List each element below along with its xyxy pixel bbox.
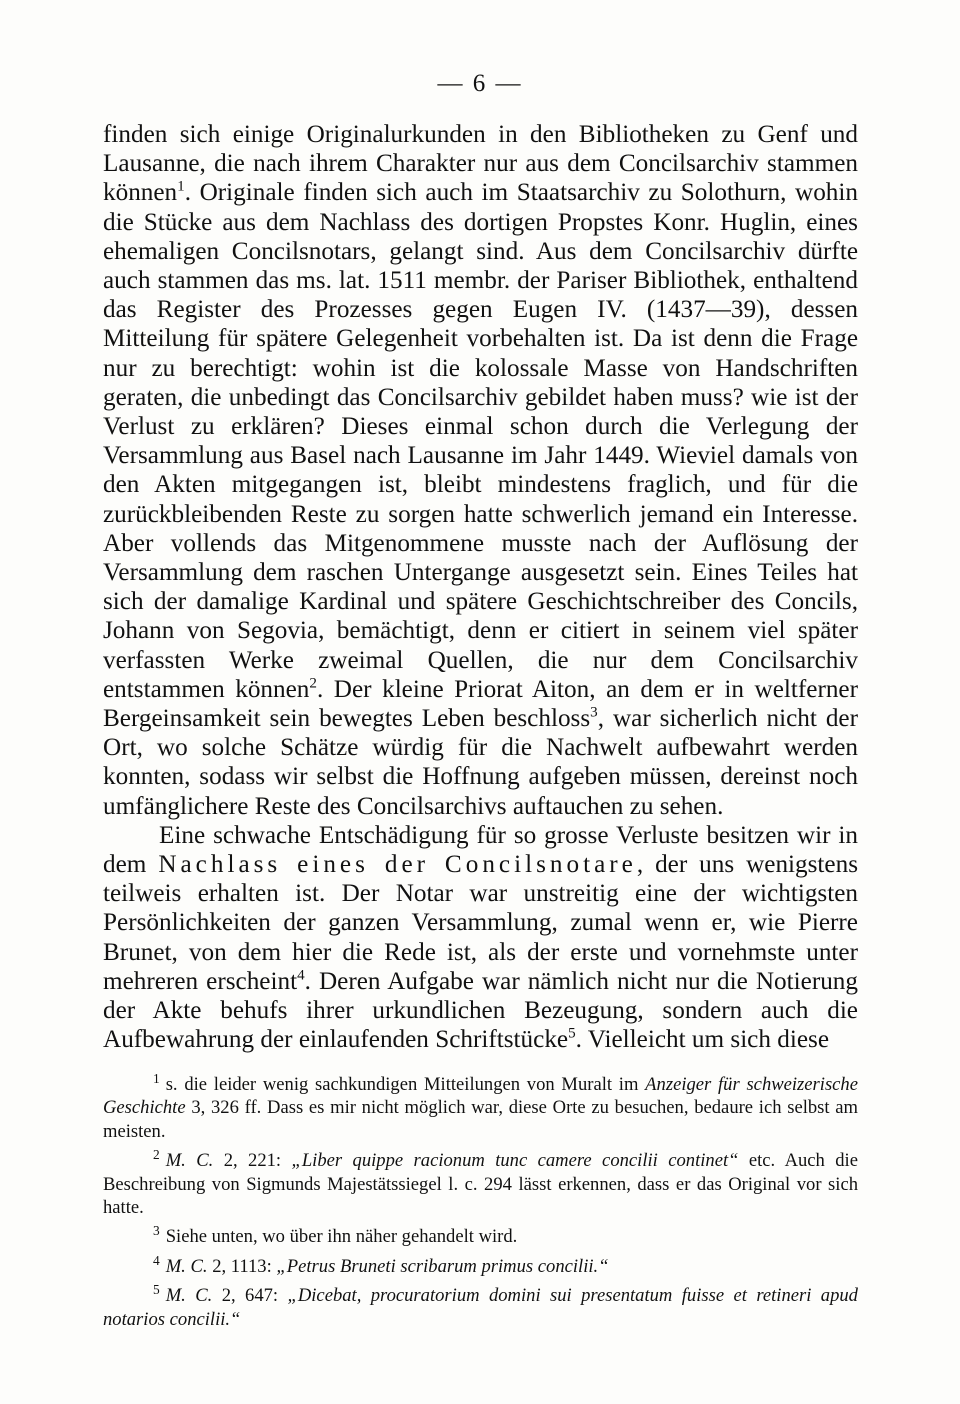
- text-run: . Vielleicht um sich diese: [575, 1026, 830, 1054]
- spaced-emphasis: Nachlass eines der Concilsnotare: [158, 851, 637, 879]
- footnote-1: [103, 1070, 859, 1143]
- text-run: , der uns wenigstens teilweis erhalten ist. Der Notar war unstreitig eine der wichtigsten Persönlichkeiten der ganzen Versammlung, zumal wenn er, wie Pierre Brunet, von dem hier die Rede ist, als der erste und vornehmste unter mehreren erscheint: [103, 851, 859, 995]
- footnote-text: 2, 647:: [221, 1285, 279, 1307]
- footnote-4: [103, 1252, 858, 1278]
- footnote-5: [103, 1284, 858, 1331]
- footnote-mark: 4: [153, 1252, 160, 1268]
- footnote-ref-abbrev: M. C.: [165, 1255, 208, 1277]
- footnote-mark: 1: [153, 1070, 160, 1086]
- footnote-text: 2, 221:: [223, 1150, 282, 1172]
- footnote-ref-abbrev: M. C.: [165, 1285, 213, 1307]
- footnote-ref-5: 5: [568, 1025, 576, 1042]
- text-run: . Deren Aufgabe war nämlich nicht nur die Notierung der Akte behufs ihrer urkundlichen Bezeugung, sondern auch die Aufbewahrung der einlaufenden Schriftstücke: [103, 967, 858, 1054]
- footnote-ref-3: 3: [590, 704, 598, 721]
- footnote-italic: Anzeiger für schweizerische Geschichte: [103, 1074, 858, 1119]
- footnote-2: [103, 1149, 858, 1219]
- footnote-text: etc. Auch die Beschreibung von Sigmunds Majestätssiegel l. c. 294 lässt erkennen, dass er das Original vor sich hatte.: [103, 1150, 858, 1219]
- footnote-mark: 5: [153, 1282, 160, 1298]
- footnotes: [103, 1070, 859, 1337]
- footnote-ref-abbrev: M. C.: [165, 1150, 214, 1172]
- main-text: [103, 120, 858, 1055]
- footnote-text: 2, 1113:: [212, 1255, 272, 1277]
- footnote-italic: „Petrus Bruneti scribarum primus concilii.“: [276, 1255, 609, 1277]
- text-run: . Der kleine Priorat Aiton, an dem er in weltferner Bergeinsamkeit sein bewegtes Leben beschloss: [103, 675, 858, 733]
- page-number: — 6 —: [437, 70, 523, 97]
- text-run: . Originale finden sich auch im Staatsarchiv zu Solothurn, wohin die Stücke aus dem Nachlass des dortigen Propstes Konr. Huglin, eines ehemaligen Concilsnotars, gelangt sind. Aus dem Concilsarchiv dürfte auch stammen das ms. lat. 1511 membr. der Pariser Bibliothek, enthaltend das Register des Prozesses gegen Eugen IV. (1437—39), dessen Mitteilung für spätere Gelegenheit vorbehalten ist. Da ist denn die Frage nur zu berechtigt: wohin ist die kolossale Masse von Handschriften geraten, die unbedingt das Concilsarchiv gebildet haben muss? wie ist der Verlust zu erklären? Dieses einmal schon durch die Verlegung der Versammlung aus Basel nach Lausanne im Jahr 1449. Wieviel damals von den Akten mitgegangen ist, bleibt mindestens fraglich, und für die zurückbleibenden Reste zu sorgen hatte schwerlich jemand ein Interesse. Aber vollends das Mitgenommene musste nach der Auflösung der Versammlung dem raschen Untergange ausgesetzt sein. Eines Teiles hat sich der damalige Kardinal und spätere Geschichtschreiber des Concils, Johann von Segovia, bemächtigt, denn er citiert in seinem viel später verfassten Werke zweimal Quellen, die nur dem Concilsarchiv entstammen können: [103, 179, 858, 703]
- footnote-mark: 3: [153, 1223, 160, 1239]
- footnote-italic: „Liber quippe racionum tunc camere concilii continet“: [291, 1150, 739, 1172]
- paragraph-2: [103, 821, 858, 1055]
- footnote-ref-4: 4: [297, 967, 305, 984]
- text-run: Eine schwache Entschädigung für so grosse Verluste besitzen wir in dem: [103, 821, 858, 879]
- text-run: , war sicherlich nicht der Ort, wo solche Schätze würdig für die Nachwelt aufbewahrt werden konnten, sodass wir selbst die Hoffnung aufgeben müssen, dereinst noch umfänglichere Reste des Concilsarchivs auftauchen zu sehen.: [103, 705, 858, 820]
- paragraph-1: [103, 120, 858, 821]
- footnote-ref-2: 2: [309, 675, 317, 692]
- footnote-text: s. die leider wenig sachkundigen Mitteilungen von Muralt im: [165, 1074, 639, 1095]
- footnote-text: 3, 326 ff. Dass es mir nicht möglich war, diese Orte zu besuchen, bedaure ich selbst am meisten.: [103, 1097, 859, 1142]
- footnote-ref-1: 1: [177, 179, 185, 196]
- footnote-3: [103, 1225, 858, 1248]
- text-run: finden sich einige Originalurkunden in den Bibliotheken zu Genf und Lausanne, die nach ihrem Charakter nur aus dem Concilsarchiv stammen können: [103, 121, 858, 207]
- footnote-italic: „Dicebat, procuratorium domini sui presentatum fuisse et retineri apud notarios concilii.“: [103, 1285, 858, 1330]
- footnote-text: Siehe unten, wo über ihn näher gehandelt wird.: [165, 1226, 518, 1248]
- footnote-mark: 2: [153, 1147, 160, 1163]
